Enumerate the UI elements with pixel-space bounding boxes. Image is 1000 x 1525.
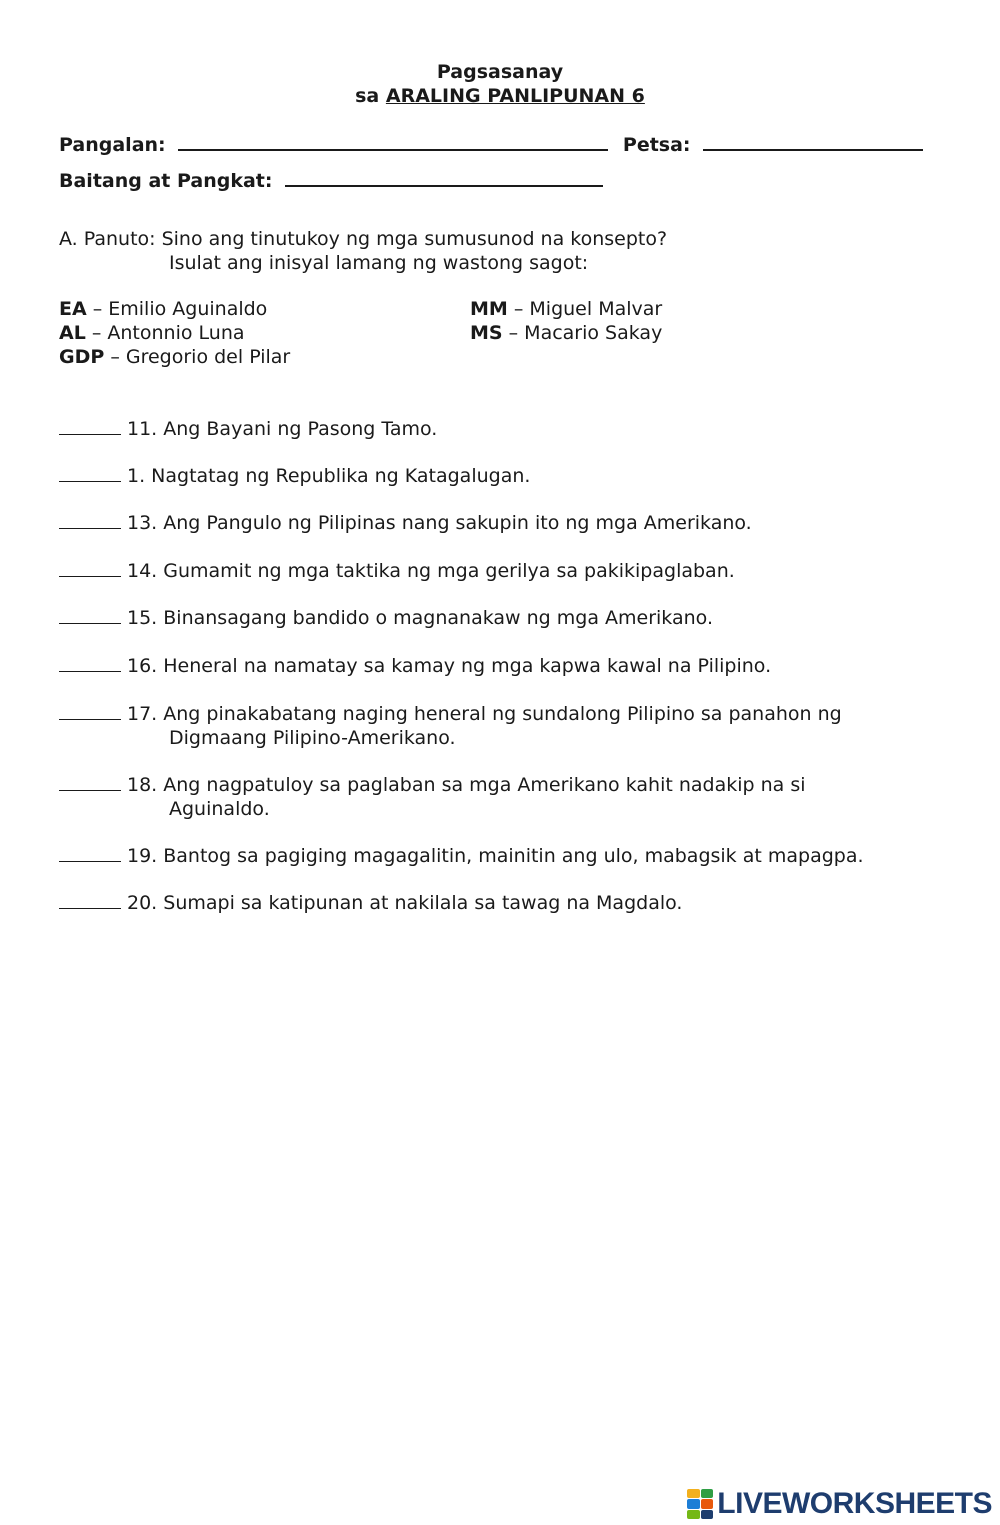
question-text-continued: Aguinaldo. xyxy=(169,798,270,820)
question-item xyxy=(59,464,939,488)
liveworksheets-logo-icon xyxy=(687,1489,713,1519)
name-field[interactable] xyxy=(178,131,608,151)
instructions-line-2: Isulat ang inisyal lamang ng wastong sagot: xyxy=(169,252,589,274)
question-text: 11. Ang Bayani ng Pasong Tamo. xyxy=(127,418,438,440)
answer-blank[interactable] xyxy=(59,892,121,909)
title-line-1: Pagsasanay xyxy=(436,61,564,83)
question-item xyxy=(59,654,939,678)
answer-blank[interactable] xyxy=(59,703,121,720)
answer-blank[interactable] xyxy=(59,465,121,482)
date-field[interactable] xyxy=(703,131,923,151)
question-item xyxy=(59,417,939,441)
answer-blank[interactable] xyxy=(59,512,121,529)
title-prefix: sa xyxy=(355,85,386,107)
question-text: 17. Ang pinakabatang naging heneral ng sundalong Pilipino sa panahon ng xyxy=(127,703,842,725)
title-subject: ARALING PANLIPUNAN 6 xyxy=(385,85,645,107)
question-text-continued: Digmaang Pilipino-Amerikano. xyxy=(169,727,456,749)
question-item xyxy=(59,511,939,535)
choice-name: – Gregorio del Pilar xyxy=(104,346,291,368)
date-label: Petsa: xyxy=(622,134,691,156)
choice-code: AL xyxy=(59,322,86,344)
question-text: 14. Gumamit ng mga taktika ng mga gerilya sa pakikipaglaban. xyxy=(127,560,735,582)
answer-blank[interactable] xyxy=(59,418,121,435)
answer-blank[interactable] xyxy=(59,845,121,862)
choice-item xyxy=(59,321,245,345)
brand-name: LIVEWORKSHEETS xyxy=(717,1487,992,1520)
grade-label: Baitang at Pangkat: xyxy=(59,170,273,192)
choice-name: – Macario Sakay xyxy=(502,322,663,344)
grade-row xyxy=(59,167,603,193)
choice-item xyxy=(470,297,662,321)
answer-blank[interactable] xyxy=(59,560,121,577)
choice-name: – Miguel Malvar xyxy=(507,298,663,320)
question-text: 15. Binansagang bandido o magnanakaw ng mga Amerikano. xyxy=(127,607,713,629)
choice-item xyxy=(59,297,267,321)
answer-blank[interactable] xyxy=(59,655,121,672)
question-text: 19. Bantog sa pagiging magagalitin, mainitin ang ulo, mabagsik at mapagpa. xyxy=(127,845,864,867)
choice-code: GDP xyxy=(59,346,105,368)
answer-blank[interactable] xyxy=(59,774,121,791)
brand-watermark xyxy=(687,1487,992,1521)
choice-item xyxy=(59,345,290,369)
question-text: 20. Sumapi sa katipunan at nakilala sa tawag na Magdalo. xyxy=(127,892,683,914)
question-item xyxy=(59,702,939,750)
question-text: 16. Heneral na namatay sa kamay ng mga kapwa kawal na Pilipino. xyxy=(127,655,772,677)
instructions xyxy=(59,227,667,275)
choice-item xyxy=(470,321,662,345)
instructions-line-1: A. Panuto: Sino ang tinutukoy ng mga sumusunod na konsepto? xyxy=(59,228,668,250)
answer-blank[interactable] xyxy=(59,607,121,624)
name-label: Pangalan: xyxy=(59,134,166,156)
question-text: 1. Nagtatag ng Republika ng Katagalugan. xyxy=(127,465,531,487)
choice-code: EA xyxy=(59,298,87,320)
grade-field[interactable] xyxy=(285,167,603,187)
question-item xyxy=(59,559,939,583)
question-text: 13. Ang Pangulo ng Pilipinas nang sakupin ito ng mga Amerikano. xyxy=(127,512,752,534)
choice-name: – Antonnio Luna xyxy=(85,322,245,344)
question-item xyxy=(59,891,939,915)
page-title xyxy=(0,60,1000,108)
title-line-2 xyxy=(0,84,1000,108)
question-item xyxy=(59,773,939,821)
question-text: 18. Ang nagpatuloy sa paglaban sa mga Amerikano kahit nadakip na si xyxy=(127,774,806,796)
choice-name: – Emilio Aguinaldo xyxy=(86,298,268,320)
question-item xyxy=(59,606,939,630)
name-date-row xyxy=(59,131,923,157)
choice-code: MM xyxy=(470,298,508,320)
question-item xyxy=(59,844,939,868)
choice-code: MS xyxy=(470,322,503,344)
